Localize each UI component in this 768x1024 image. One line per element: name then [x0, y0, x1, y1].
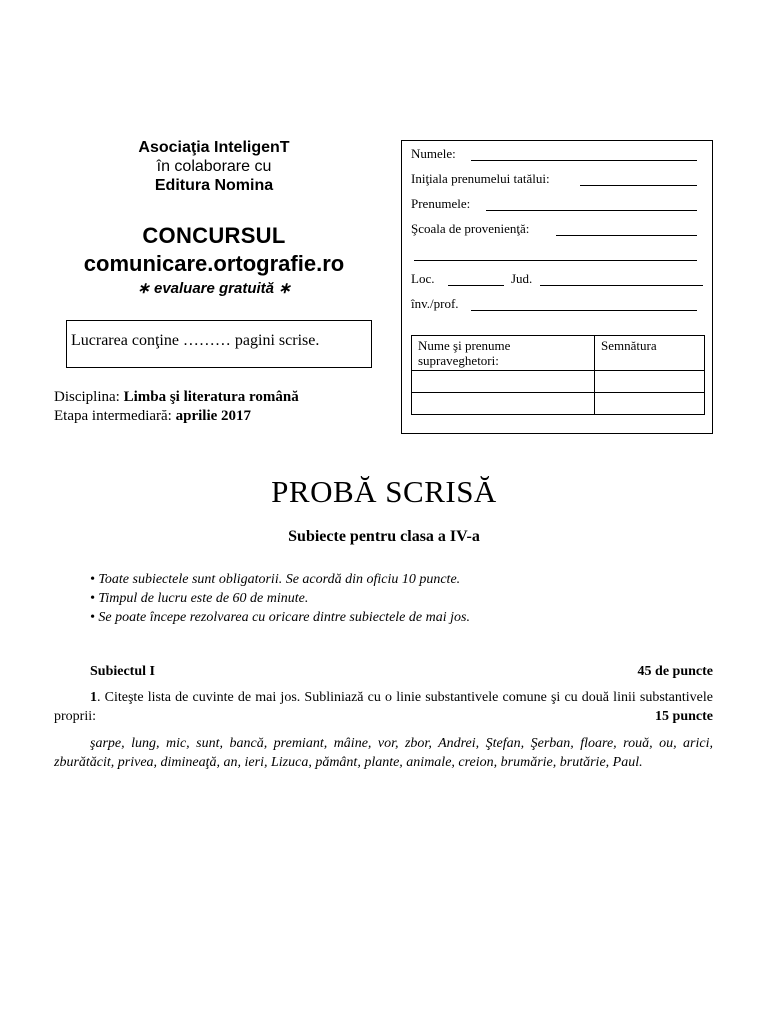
pages-count-box[interactable] [66, 320, 372, 368]
name-label: Numele: [411, 146, 456, 161]
discipline-label: Disciplina: [54, 389, 124, 405]
question-1 [54, 688, 713, 726]
firstname-field[interactable] [486, 210, 697, 211]
supervisor-cell[interactable] [412, 393, 595, 415]
exam-subtitle: Subiecte pentru clasa a IV-a [288, 528, 480, 545]
question-1-text: . Citeşte lista de cuvinte de mai jos. Subliniază cu o linie substantivele comune şi cu două linii substantivele proprii: [54, 690, 713, 724]
pages-count-text: Lucrarea conţine ……… pagini scrise. [71, 332, 320, 349]
exam-rules [90, 570, 470, 627]
section-title: Subiectul I [90, 664, 155, 679]
contest-block [54, 222, 374, 300]
loc-field[interactable] [448, 285, 504, 286]
school-field[interactable] [556, 235, 697, 236]
teacher-field[interactable] [471, 310, 697, 311]
contest-site: comunicare.ortografie.ro [83, 251, 345, 276]
supervisor-cell[interactable] [412, 371, 595, 393]
signature-cell[interactable] [595, 393, 705, 415]
publisher-name: Editura Nomina [154, 177, 274, 194]
stage-label: Etapa intermediară: [54, 408, 176, 424]
organizer-name: Asociaţia InteligenT [138, 139, 290, 156]
loc-label: Loc. [411, 271, 435, 286]
section-header [90, 664, 713, 680]
question-1-words: şarpe, lung, mic, sunt, bancă, premiant, mâine, vor, zbor, Andrei, Ştefan, Şerban, floare, rouă, ou, arici, zburătăcit, privea, dimineaţă, an, ieri, Lizuca, pământ, plante, animale, creion, brumărie, brutărie, Paul. [54, 736, 713, 770]
contest-tagline: ∗ evaluare gratuită ∗ [137, 280, 291, 297]
name-field[interactable] [471, 160, 697, 161]
question-1-number: 1 [90, 690, 97, 705]
school-label: Şcoala de provenienţă: [411, 221, 530, 236]
father-initial-field[interactable] [580, 185, 697, 186]
contest-name: CONCURSUL [142, 223, 286, 248]
father-initial-label: Iniţiala prenumelui tatălui: [411, 171, 550, 186]
county-field[interactable] [540, 285, 703, 286]
discipline-value: Limba şi literatura română [123, 389, 299, 405]
organizer-block [54, 138, 374, 195]
section-points: 45 de puncte [637, 664, 713, 679]
rule-item: • Timpul de lucru este de 60 de minute. [90, 591, 309, 606]
signature-header: Semnătura [595, 336, 705, 371]
rule-item: • Se poate începe rezolvarea cu oricare dintre subiectele de mai jos. [90, 610, 470, 625]
school-field-line2[interactable] [414, 260, 697, 261]
signature-cell[interactable] [595, 371, 705, 393]
supervisor-header: Nume şi prenume supraveghetori: [412, 336, 595, 371]
collaboration-text: în colaborare cu [156, 158, 272, 175]
discipline-info [54, 388, 299, 426]
question-1-points: 15 puncte [655, 709, 713, 724]
exam-title: PROBĂ SCRISĂ [271, 474, 497, 509]
stage-value: aprilie 2017 [175, 408, 252, 424]
firstname-label: Prenumele: [411, 196, 471, 211]
rule-item: • Toate subiectele sunt obligatorii. Se acordă din oficiu 10 puncte. [90, 572, 461, 587]
student-info-box [401, 140, 713, 434]
supervisors-table [411, 335, 705, 415]
county-label: Jud. [511, 271, 533, 286]
teacher-label: înv./prof. [411, 296, 459, 311]
